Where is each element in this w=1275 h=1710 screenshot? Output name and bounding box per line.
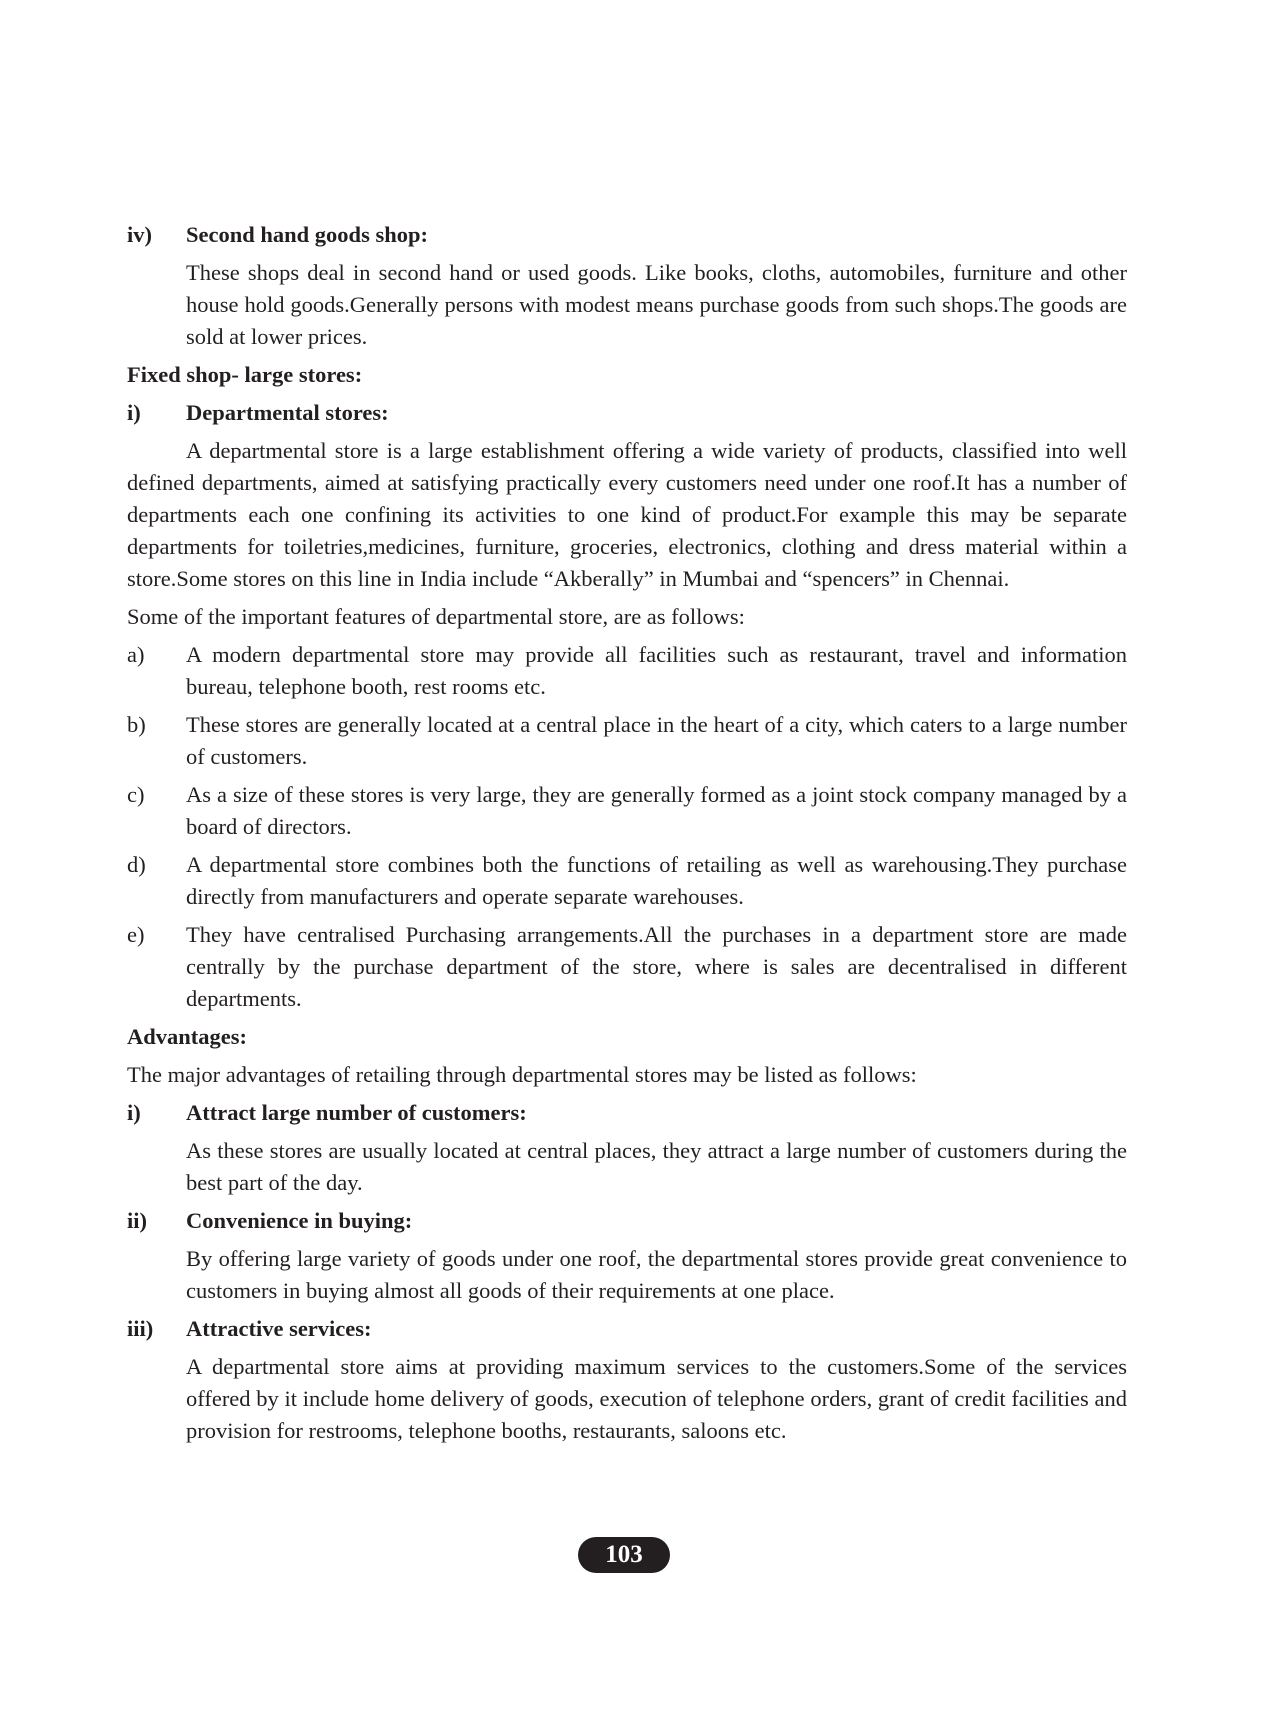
page-number-badge: 103 [578, 1537, 670, 1573]
feature-text: A modern departmental store may provide all facilities such as restaurant, travel and information bureau, telephone booth, rest rooms etc. [186, 642, 1127, 699]
advantage-number: iii) [127, 1316, 154, 1341]
page-body [127, 219, 1127, 1453]
feature-label: c) [127, 782, 145, 807]
advantage-title: Attract large number of customers: [186, 1100, 527, 1125]
feature-item [127, 849, 1127, 913]
advantage-text: A departmental store aims at providing maximum services to the customers.Some of the services offered by it include home delivery of goods, execution of telephone orders, grant of credit facilities and provision for restrooms, telephone booths, restaurants, saloons etc. [186, 1354, 1127, 1443]
feature-item [127, 919, 1127, 1015]
feature-label: b) [127, 712, 146, 737]
advantage-heading [127, 1097, 1127, 1129]
departmental-number: i) [127, 400, 141, 425]
advantage-heading [127, 1205, 1127, 1237]
departmental-text: A departmental store is a large establishment offering a wide variety of products, classified into well defined departments, aimed at satisfying practically every customers need under one roof.It has a number of departments each one confining its activities to one kind of product.For example this may be separate departments for toiletries,medicines, furniture, groceries, electronics, clothing and dress material within a store.Some stores on this line in India include “Akberally” in Mumbai and “spencers” in Chennai. [127, 438, 1127, 591]
departmental-title: Departmental stores: [186, 400, 389, 425]
feature-text: They have centralised Purchasing arrangements.All the purchases in a department store are made centrally by the purchase department of the store, where is sales are decentralised in different departments. [186, 922, 1127, 1011]
section-iv-heading [127, 219, 1127, 251]
departmental-heading [127, 397, 1127, 429]
advantages-title: Advantages: [127, 1024, 248, 1049]
advantage-title: Convenience in buying: [186, 1208, 413, 1233]
feature-label: a) [127, 642, 145, 667]
section-iv-number: iv) [127, 222, 152, 247]
advantage-text: By offering large variety of goods under one roof, the departmental stores provide great convenience to customers in buying almost all goods of their requirements at one place. [186, 1246, 1127, 1303]
feature-item [127, 639, 1127, 703]
advantages-intro: The major advantages of retailing through departmental stores may be listed as follows: [127, 1062, 917, 1087]
feature-label: e) [127, 922, 145, 947]
section-iv-title: Second hand goods shop: [186, 222, 428, 247]
feature-item [127, 709, 1127, 773]
feature-text: A departmental store combines both the functions of retailing as well as warehousing.They purchase directly from manufacturers and operate separate warehouses. [186, 852, 1127, 909]
features-intro: Some of the important features of departmental store, are as follows: [127, 604, 745, 629]
advantage-title: Attractive services: [186, 1316, 372, 1341]
feature-text: As a size of these stores is very large, they are generally formed as a joint stock company managed by a board of directors. [186, 782, 1127, 839]
advantage-heading [127, 1313, 1127, 1345]
feature-item [127, 779, 1127, 843]
feature-label: d) [127, 852, 146, 877]
section-iv-text: These shops deal in second hand or used goods. Like books, cloths, automobiles, furniture and other house hold goods.Generally persons with modest means purchase goods from such shops.The goods are sold at lower prices. [186, 260, 1127, 349]
fixed-shop-title: Fixed shop- large stores: [127, 362, 363, 387]
advantage-text: As these stores are usually located at central places, they attract a large number of customers during the best part of the day. [186, 1138, 1127, 1195]
advantage-number: ii) [127, 1208, 147, 1233]
advantage-number: i) [127, 1100, 141, 1125]
feature-text: These stores are generally located at a central place in the heart of a city, which caters to a large number of customers. [186, 712, 1127, 769]
